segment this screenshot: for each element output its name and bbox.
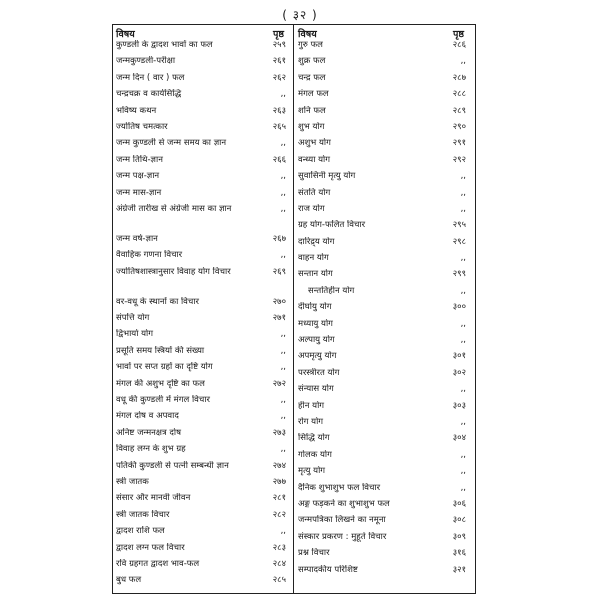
- entry-page: २६२: [272, 72, 286, 83]
- index-entry: [116, 395, 290, 411]
- right-header-page: पृष्ठ: [453, 29, 464, 40]
- index-entry: [116, 155, 290, 171]
- entry-topic: संसार और मानवी जीवन: [116, 493, 191, 504]
- entry-topic: स्त्री जातक: [116, 476, 149, 487]
- index-entry: [298, 368, 470, 384]
- entry-topic: संन्यास योग: [298, 384, 334, 395]
- entry-page: ,,: [280, 187, 286, 198]
- index-entry: [298, 286, 470, 302]
- entry-page: ,,: [280, 250, 286, 261]
- index-entry: [298, 122, 470, 138]
- entry-topic: ज्योतिषशास्त्रानुसार विवाह योग विचार: [116, 266, 231, 277]
- entry-page: ,,: [460, 466, 466, 477]
- entry-page: २६७: [272, 233, 286, 244]
- entry-topic: अपमृत्यु योग: [298, 351, 337, 362]
- index-entry: [116, 297, 290, 313]
- index-entry: [116, 379, 290, 395]
- entry-page: ३००: [452, 302, 466, 313]
- index-entry: [298, 253, 470, 269]
- entry-topic: शुक्र फल: [298, 56, 326, 67]
- entry-topic: सन्ततिहीन योग: [308, 285, 355, 296]
- entry-topic: जन्म मास-ज्ञान: [116, 187, 162, 198]
- entry-page: ,,: [280, 345, 286, 356]
- index-entry: [116, 138, 290, 154]
- entry-topic: सुवासिनी मृत्यु योग: [298, 171, 356, 182]
- index-entry: [298, 56, 470, 72]
- index-entry: [116, 493, 290, 509]
- index-entry: [298, 335, 470, 351]
- entry-topic: वाहन योग: [298, 253, 329, 264]
- index-entry: [298, 171, 470, 187]
- entry-page: ३०४: [452, 433, 466, 444]
- entry-page: २७४: [272, 460, 286, 471]
- left-column: [116, 27, 290, 592]
- index-entry: [298, 515, 470, 531]
- entry-topic: हीन योग: [298, 400, 325, 411]
- entry-topic: जन्म कुण्डली से जन्म समय का ज्ञान: [116, 138, 227, 149]
- index-entry: [116, 543, 290, 559]
- index-entry: [298, 483, 470, 499]
- index-entry: [298, 351, 470, 367]
- index-entry: [116, 56, 290, 72]
- entry-topic: अनिष्ट जन्मनक्षत्र दोष: [116, 427, 182, 438]
- entry-topic: चन्द्रचक्र व कार्यसिद्धि: [116, 89, 182, 100]
- entry-page: ,,: [280, 138, 286, 149]
- entry-page: ३०८: [452, 515, 466, 526]
- entry-topic: स्त्री जातक विचार: [116, 509, 170, 520]
- entry-page: २८२: [272, 509, 286, 520]
- entry-page: २९१: [452, 138, 466, 149]
- entry-topic: द्वादश लग्न फल विचार: [116, 542, 185, 553]
- entry-page: ,,: [460, 335, 466, 346]
- entry-page: ,,: [280, 329, 286, 340]
- index-entry: [116, 250, 290, 266]
- entry-page: २८४: [272, 558, 286, 569]
- entry-topic: सम्पादकीय परिशिष्ट: [298, 564, 358, 575]
- entry-topic: जन्म तिथि-ज्ञान: [116, 154, 163, 165]
- entry-page: ३०१: [452, 351, 466, 362]
- entry-page: ३२१: [452, 564, 466, 575]
- entry-topic: वन्ध्या योग: [298, 154, 331, 165]
- page-number: ( ३२ ): [282, 8, 318, 22]
- entry-topic: जन्म पक्ष-ज्ञान: [116, 171, 160, 182]
- entry-topic: दैनिक शुभाशुभ फल विचार: [298, 482, 381, 493]
- left-header-subject: विषय: [116, 29, 135, 40]
- entry-topic: जन्मपत्रिका लिखने का नमूना: [298, 515, 386, 526]
- entry-topic: पतिकी कुण्डली से पत्नी सम्बन्धी ज्ञान: [116, 460, 229, 471]
- entry-page: २९५: [452, 220, 466, 231]
- index-entry: [298, 220, 470, 236]
- entry-topic: मृत्यु योग: [298, 466, 326, 477]
- entry-topic: जन्म दिन ( वार ) फल: [116, 72, 185, 83]
- index-entry: [298, 89, 470, 105]
- entry-page: ,,: [280, 395, 286, 406]
- index-entry: [298, 188, 470, 204]
- index-entry: [298, 138, 470, 154]
- entry-page: ,,: [460, 318, 466, 329]
- entry-topic: दारिद्र्य योग: [298, 236, 335, 247]
- index-entry: [298, 155, 470, 171]
- index-entry: [116, 89, 290, 105]
- index-entry: [298, 319, 470, 335]
- entry-topic: मध्यायु योग: [298, 318, 333, 329]
- index-entry: [116, 267, 290, 297]
- entry-topic: कुण्डली के द्वादश भावों का फल: [116, 40, 213, 50]
- index-entry: [116, 559, 290, 575]
- entry-page: ३१६: [452, 548, 466, 559]
- entry-page: ,,: [460, 449, 466, 460]
- entry-topic: भविष्य कथन: [116, 105, 157, 116]
- entry-topic: प्रसूति समय स्त्रियों की संख्या: [116, 345, 205, 356]
- index-entry: [298, 565, 470, 581]
- entry-topic: ज्योतिष चमत्कार: [116, 121, 168, 132]
- entry-page: ,,: [460, 384, 466, 395]
- index-entry: [116, 575, 290, 591]
- entry-topic: मंगल की अशुभ दृष्टि का फल: [116, 378, 205, 389]
- index-entry: [116, 362, 290, 378]
- left-row-list: [116, 40, 290, 592]
- column-divider: [293, 24, 294, 594]
- entry-page: ,,: [460, 482, 466, 493]
- entry-page: ,,: [460, 203, 466, 214]
- entry-topic: वर-वधू के स्थानों का विचार: [116, 296, 199, 307]
- index-entry: [116, 510, 290, 526]
- right-column-header: [298, 27, 470, 40]
- index-entry: [116, 477, 290, 493]
- entry-topic: जन्मकुण्डली-परीक्षा: [116, 56, 176, 67]
- entry-page: २८३: [272, 542, 286, 553]
- index-entry: [116, 171, 290, 187]
- index-entry: [116, 73, 290, 89]
- entry-page: २५९: [272, 40, 286, 50]
- entry-topic: परस्त्रीरत योग: [298, 367, 340, 378]
- entry-page: २९०: [452, 121, 466, 132]
- entry-page: २८८: [452, 89, 466, 100]
- index-entry: [298, 532, 470, 548]
- entry-page: २९२: [452, 154, 466, 165]
- entry-topic: अल्पायु योग: [298, 335, 335, 346]
- entry-page: ,,: [280, 171, 286, 182]
- entry-page: ,,: [460, 56, 466, 67]
- index-entry: [116, 188, 290, 204]
- entry-topic: गोलक योग: [298, 449, 332, 460]
- entry-topic: मंगल दोष व अपवाद: [116, 411, 179, 422]
- entry-page: ,,: [280, 526, 286, 537]
- index-entry: [116, 526, 290, 542]
- entry-page: २६५: [272, 121, 286, 132]
- entry-topic: प्रश्न विचार: [298, 548, 330, 559]
- index-entry: [116, 234, 290, 250]
- entry-topic: अशुभ योग: [298, 138, 331, 149]
- index-entry: [116, 461, 290, 477]
- entry-topic: अङ्ग फड़कने का शुभाशुभ फल: [298, 498, 390, 509]
- right-row-list: [298, 40, 470, 581]
- index-entry: [298, 302, 470, 318]
- index-entry: [116, 40, 290, 56]
- entry-topic: गुरु फल: [298, 40, 323, 50]
- entry-page: २८५: [272, 575, 286, 586]
- index-entry: [298, 401, 470, 417]
- entry-topic: सिद्धि योग: [298, 433, 330, 444]
- entry-topic: द्विभार्या योग: [116, 329, 154, 340]
- entry-topic: बुध फल: [116, 575, 142, 586]
- entry-topic: वधू की कुण्डली में मंगल विचार: [116, 395, 210, 406]
- entry-page: ,,: [280, 89, 286, 100]
- entry-page: ,,: [280, 362, 286, 373]
- index-entry: [298, 548, 470, 564]
- entry-page: २७३: [272, 427, 286, 438]
- index-entry: [298, 204, 470, 220]
- entry-page: ३०६: [452, 498, 466, 509]
- entry-topic: रोग योग: [298, 416, 324, 427]
- entry-topic: मंगल फल: [298, 89, 329, 100]
- entry-page: २९८: [452, 236, 466, 247]
- index-entry: [298, 106, 470, 122]
- index-entry: [116, 122, 290, 138]
- entry-topic: संतति योग: [298, 187, 331, 198]
- entry-page: २७१: [272, 313, 286, 324]
- index-entry: [116, 411, 290, 427]
- index-entry: [298, 40, 470, 56]
- entry-page: २७०: [272, 296, 286, 307]
- index-entry: [298, 466, 470, 482]
- entry-page: ,,: [460, 187, 466, 198]
- entry-topic: संस्कार प्रकरण : मुहूर्त विचार: [298, 531, 387, 542]
- entry-topic: दीर्घायु योग: [298, 302, 332, 313]
- entry-page: ३०९: [452, 531, 466, 542]
- index-entry: [116, 346, 290, 362]
- entry-topic: वैवाहिक गणना विचार: [116, 250, 183, 261]
- entry-topic: संपत्ति योग: [116, 313, 150, 324]
- index-entry: [116, 428, 290, 444]
- entry-topic: शनि फल: [298, 105, 326, 116]
- index-entry: [116, 204, 290, 234]
- index-entry: [298, 237, 470, 253]
- entry-topic: राज योग: [298, 203, 325, 214]
- entry-page: २६६: [272, 154, 286, 165]
- left-column-header: [116, 27, 290, 40]
- index-entry: [116, 444, 290, 460]
- right-column: [298, 27, 470, 581]
- entry-page: ,,: [280, 411, 286, 422]
- entry-page: ,,: [460, 253, 466, 264]
- index-entry: [298, 499, 470, 515]
- entry-page: २६९: [272, 266, 286, 277]
- entry-page: ,,: [460, 285, 466, 296]
- entry-page: २६१: [272, 56, 286, 67]
- entry-topic: अंग्रेजी तारीख से अंग्रेजी मास का ज्ञान: [116, 203, 232, 214]
- entry-page: ,,: [460, 171, 466, 182]
- index-entry: [298, 384, 470, 400]
- entry-topic: जन्म वर्ष-ज्ञान: [116, 233, 158, 244]
- entry-page: ,,: [280, 444, 286, 455]
- entry-topic: चन्द्र फल: [298, 72, 326, 83]
- entry-page: २९९: [452, 269, 466, 280]
- index-entry: [298, 73, 470, 89]
- entry-page: ,,: [280, 203, 286, 214]
- entry-topic: ग्रह योग-फलित विचार: [298, 220, 366, 231]
- index-entry: [116, 329, 290, 345]
- entry-page: ,,: [460, 416, 466, 427]
- entry-page: ३०२: [452, 367, 466, 378]
- index-entry: [298, 450, 470, 466]
- entry-topic: विवाह लग्न के शुभ ग्रह: [116, 444, 186, 455]
- right-header-subject: विषय: [298, 29, 317, 40]
- entry-page: २८६: [452, 40, 466, 50]
- entry-topic: भावों पर सप्त ग्रहों का दृष्टि योग: [116, 362, 213, 373]
- index-entry: [298, 417, 470, 433]
- entry-page: ३०३: [452, 400, 466, 411]
- entry-page: २८१: [272, 493, 286, 504]
- entry-topic: शुभ योग: [298, 121, 325, 132]
- entry-topic: रवि ग्रहगत द्वादश भाव-फल: [116, 558, 200, 569]
- entry-page: २७२: [272, 378, 286, 389]
- index-entry: [116, 106, 290, 122]
- entry-topic: सन्तान योग: [298, 269, 333, 280]
- entry-topic: द्वादश राशि फल: [116, 526, 165, 537]
- entry-page: २६३: [272, 105, 286, 116]
- entry-page: २८७: [452, 72, 466, 83]
- index-entry: [116, 313, 290, 329]
- entry-page: २७७: [272, 476, 286, 487]
- index-entry: [298, 269, 470, 285]
- left-header-page: पृष्ठ: [273, 29, 284, 40]
- entry-page: २८९: [452, 105, 466, 116]
- index-entry: [298, 433, 470, 449]
